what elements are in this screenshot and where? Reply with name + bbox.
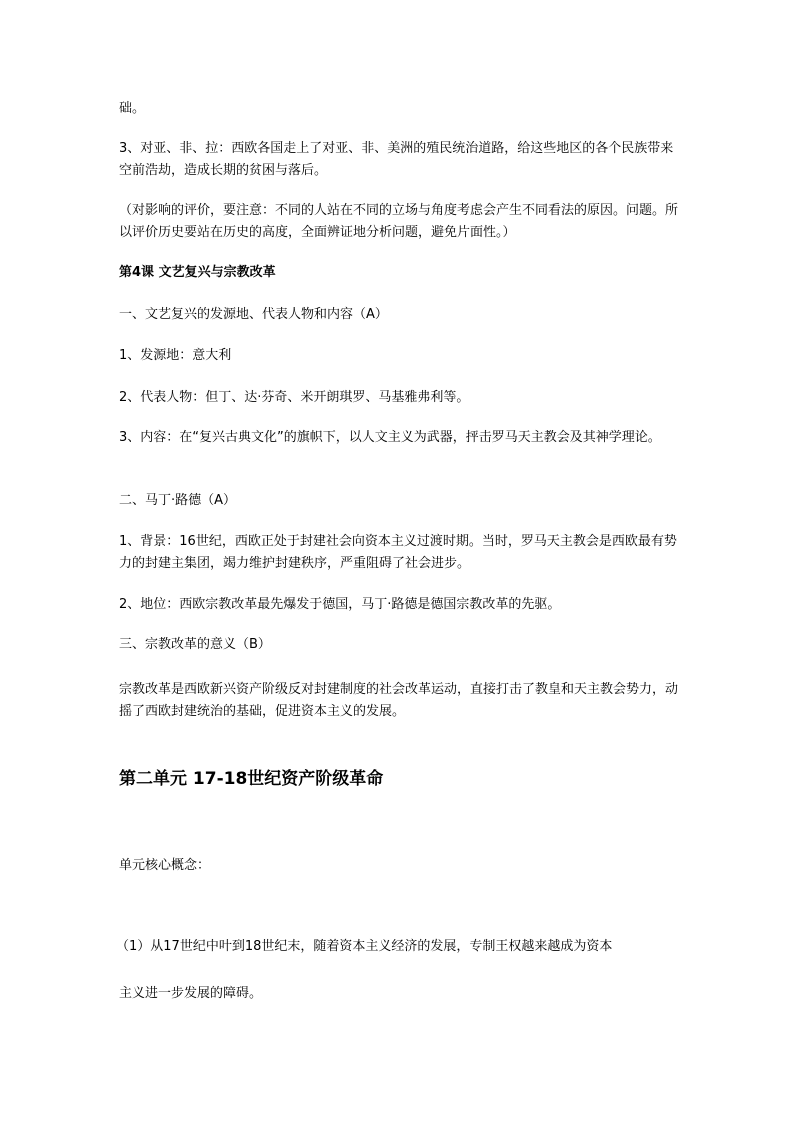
lesson-heading: 第4课 文艺复兴与宗教改革 xyxy=(119,265,276,280)
item-figures: 2、代表人物：但丁、达·芬奇、米开朗琪罗、马基雅弗利等。 xyxy=(119,390,470,405)
paragraph-evaluation-note: （对影响的评价，要注意：不同的人站在不同的立场与角度考虑会产生不同看法的原因。问题。所以评价历史要站在历史的高度，全面辨证地分析问题，避免片面性。） xyxy=(119,203,679,240)
unit-title xyxy=(119,767,679,791)
paragraph-fragment: 础。 xyxy=(119,101,146,116)
unit-title-number: 17-18 xyxy=(192,769,248,789)
core-concept-label: 单元核心概念： xyxy=(119,858,211,873)
concept-line-2: 主义进一步发展的障碍。 xyxy=(119,986,263,1001)
section-reformation-significance: 三、宗教改革的意义（B） xyxy=(119,637,271,652)
item-status: 2、地位：西欧宗教改革最先爆发于德国，马丁·路德是德国宗教改革的先驱。 xyxy=(119,597,561,612)
section-luther: 二、马丁·路德（A） xyxy=(119,493,237,508)
unit-title-prefix: 第二单元 xyxy=(119,769,193,789)
item-origin: 1、发源地：意大利 xyxy=(119,348,232,363)
item-background: 1、背景：16世纪，西欧正处于封建社会向资本主义过渡时期。当时，罗马天主教会是西欧最有势力的封建主集团，竭力维护封建秩序，严重阻碍了社会进步。 xyxy=(119,534,677,571)
section-renaissance: 一、文艺复兴的发源地、代表人物和内容（A） xyxy=(119,307,388,322)
paragraph-colonial-impact: 3、对亚、非、拉：西欧各国走上了对亚、非、美洲的殖民统治道路，给这些地区的各个民族带来空前浩劫，造成长期的贫困与落后。 xyxy=(119,141,674,178)
item-content: 3、内容：在“复兴古典文化”的旗帜下，以人文主义为武器，抨击罗马天主教会及其神学理论。 xyxy=(119,430,661,445)
paragraph-reformation-significance: 宗教改革是西欧新兴资产阶级反对封建制度的社会改革运动，直接打击了教皇和天主教会势力，动摇了西欧封建统治的基础，促进资本主义的发展。 xyxy=(119,682,679,719)
concept-line-1: （1）从17世纪中叶到18世纪末，随着资本主义经济的发展，专制王权越来越成为资本 xyxy=(116,939,613,954)
unit-title-suffix: 世纪资产阶级革命 xyxy=(247,769,384,789)
